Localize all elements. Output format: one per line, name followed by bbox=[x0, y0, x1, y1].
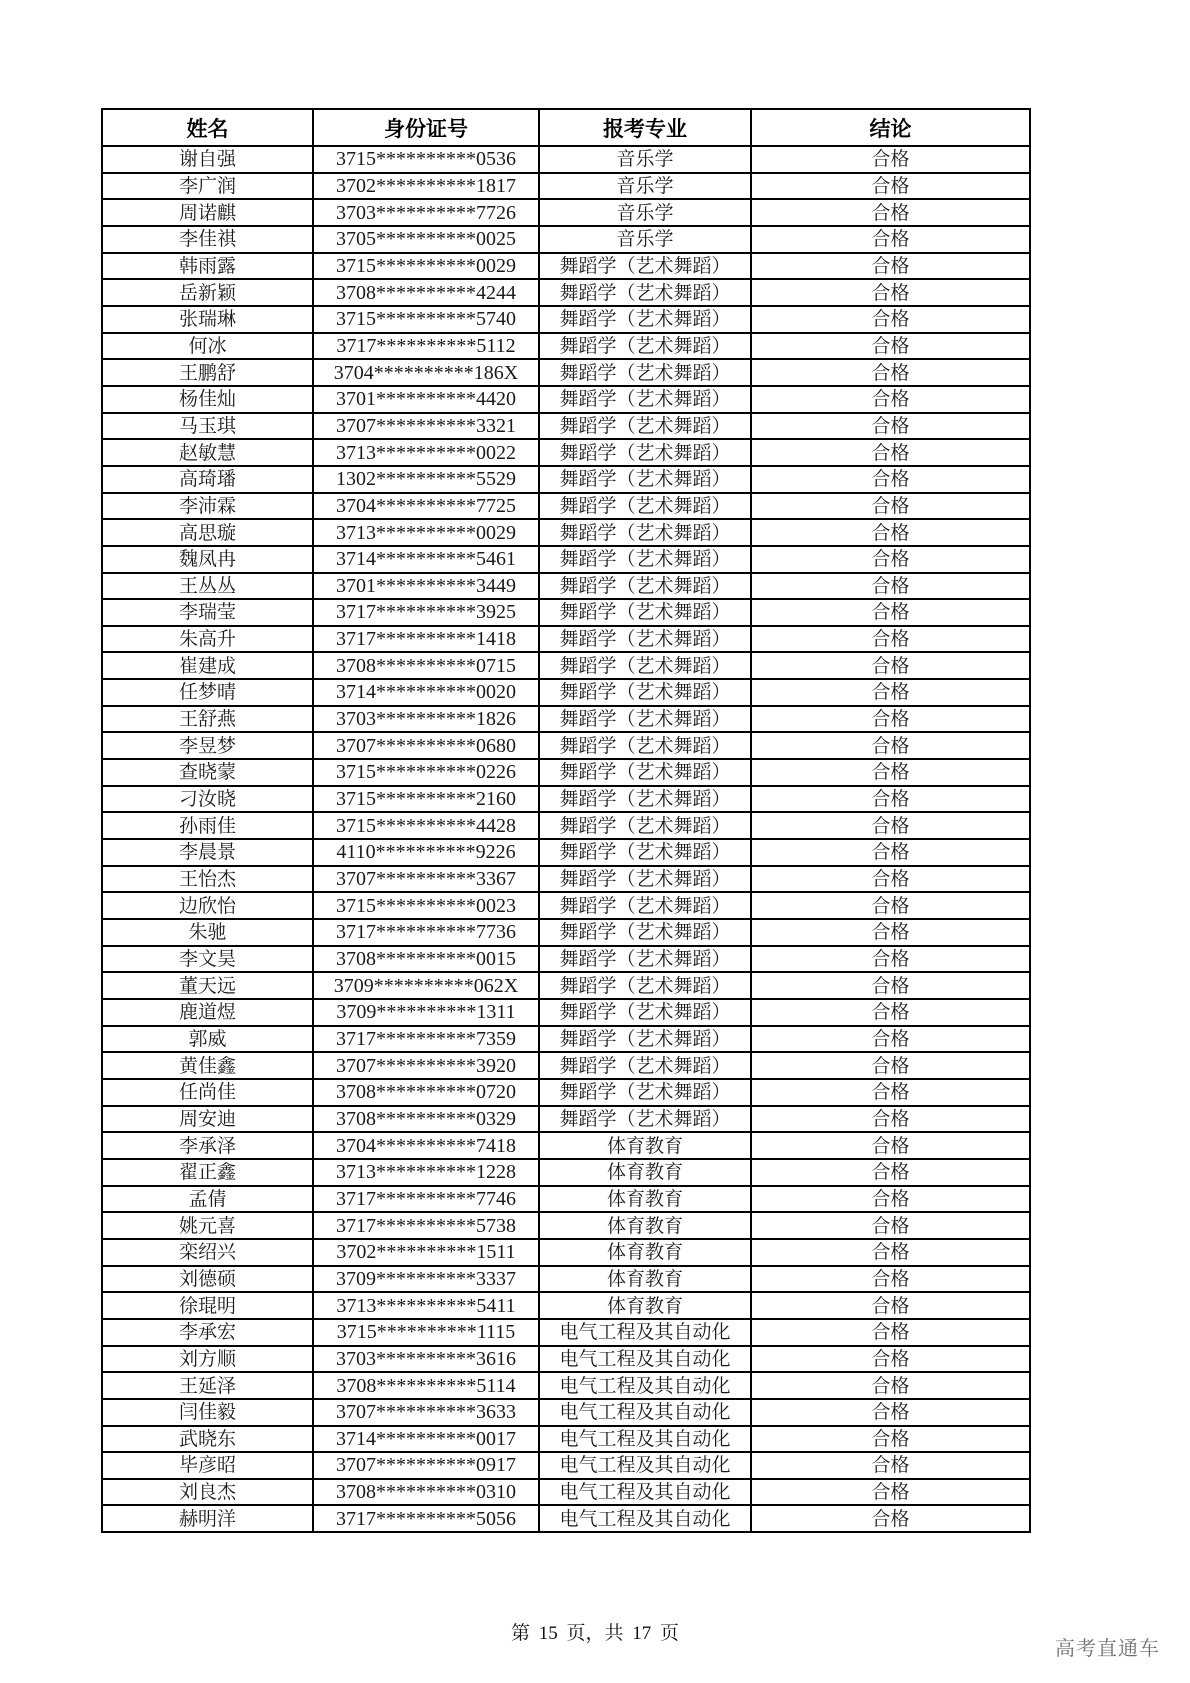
table-row bbox=[102, 1505, 1030, 1532]
cell-conclusion: 合格 bbox=[751, 1079, 1030, 1106]
cell-id-number: 3704**********7418 bbox=[313, 1132, 539, 1159]
cell-major: 舞蹈学（艺术舞蹈） bbox=[539, 946, 751, 973]
table-row bbox=[102, 253, 1030, 280]
cell-name: 李广润 bbox=[102, 173, 313, 200]
table-row bbox=[102, 279, 1030, 306]
cell-conclusion: 合格 bbox=[751, 1186, 1030, 1213]
cell-conclusion: 合格 bbox=[751, 999, 1030, 1026]
cell-major: 舞蹈学（艺术舞蹈） bbox=[539, 892, 751, 919]
cell-major: 音乐学 bbox=[539, 146, 751, 173]
cell-name: 高思璇 bbox=[102, 519, 313, 546]
cell-conclusion: 合格 bbox=[751, 573, 1030, 600]
cell-id-number: 3714**********0017 bbox=[313, 1426, 539, 1453]
cell-name: 李沛霖 bbox=[102, 493, 313, 520]
cell-name: 孙雨佳 bbox=[102, 812, 313, 839]
table-row bbox=[102, 1452, 1030, 1479]
cell-name: 刘方顺 bbox=[102, 1346, 313, 1373]
cell-name: 孟倩 bbox=[102, 1186, 313, 1213]
cell-name: 王舒燕 bbox=[102, 706, 313, 733]
cell-id-number: 3714**********0020 bbox=[313, 679, 539, 706]
cell-major: 音乐学 bbox=[539, 173, 751, 200]
table-row bbox=[102, 1052, 1030, 1079]
cell-id-number: 1302**********5529 bbox=[313, 466, 539, 493]
cell-name: 徐琨明 bbox=[102, 1292, 313, 1319]
cell-conclusion: 合格 bbox=[751, 386, 1030, 413]
cell-id-number: 3717**********1418 bbox=[313, 626, 539, 653]
cell-major: 舞蹈学（艺术舞蹈） bbox=[539, 1052, 751, 1079]
table-row bbox=[102, 812, 1030, 839]
watermark-text: 高考直通车 bbox=[1055, 1636, 1160, 1660]
cell-name: 朱驰 bbox=[102, 919, 313, 946]
cell-conclusion: 合格 bbox=[751, 466, 1030, 493]
cell-major: 电气工程及其自动化 bbox=[539, 1319, 751, 1346]
table-row bbox=[102, 732, 1030, 759]
cell-id-number: 3717**********7359 bbox=[313, 1026, 539, 1053]
cell-conclusion: 合格 bbox=[751, 1479, 1030, 1506]
table-row bbox=[102, 386, 1030, 413]
header-conclusion: 结论 bbox=[751, 109, 1030, 146]
table-row bbox=[102, 1346, 1030, 1373]
cell-major: 舞蹈学（艺术舞蹈） bbox=[539, 706, 751, 733]
cell-name: 刘德硕 bbox=[102, 1266, 313, 1293]
cell-name: 李瑞莹 bbox=[102, 599, 313, 626]
cell-major: 舞蹈学（艺术舞蹈） bbox=[539, 786, 751, 813]
cell-id-number: 3709**********1311 bbox=[313, 999, 539, 1026]
cell-conclusion: 合格 bbox=[751, 1426, 1030, 1453]
cell-id-number: 3701**********4420 bbox=[313, 386, 539, 413]
cell-id-number: 3713**********0029 bbox=[313, 519, 539, 546]
table-row bbox=[102, 1106, 1030, 1133]
cell-conclusion: 合格 bbox=[751, 226, 1030, 253]
cell-name: 董天远 bbox=[102, 972, 313, 999]
cell-conclusion: 合格 bbox=[751, 706, 1030, 733]
table-row bbox=[102, 892, 1030, 919]
table-row bbox=[102, 1132, 1030, 1159]
cell-major: 舞蹈学（艺术舞蹈） bbox=[539, 839, 751, 866]
cell-major: 体育教育 bbox=[539, 1292, 751, 1319]
cell-major: 电气工程及其自动化 bbox=[539, 1426, 751, 1453]
cell-id-number: 3703**********1826 bbox=[313, 706, 539, 733]
cell-id-number: 3709**********062X bbox=[313, 972, 539, 999]
table-row bbox=[102, 972, 1030, 999]
cell-major: 舞蹈学（艺术舞蹈） bbox=[539, 279, 751, 306]
cell-major: 舞蹈学（艺术舞蹈） bbox=[539, 413, 751, 440]
table-row bbox=[102, 1079, 1030, 1106]
cell-major: 舞蹈学（艺术舞蹈） bbox=[539, 359, 751, 386]
cell-id-number: 3715**********5740 bbox=[313, 306, 539, 333]
cell-major: 体育教育 bbox=[539, 1132, 751, 1159]
cell-conclusion: 合格 bbox=[751, 626, 1030, 653]
cell-major: 电气工程及其自动化 bbox=[539, 1399, 751, 1426]
cell-id-number: 3715**********1115 bbox=[313, 1319, 539, 1346]
cell-name: 李承泽 bbox=[102, 1132, 313, 1159]
cell-id-number: 3715**********2160 bbox=[313, 786, 539, 813]
cell-id-number: 3715**********0536 bbox=[313, 146, 539, 173]
table-row bbox=[102, 652, 1030, 679]
cell-name: 谢自强 bbox=[102, 146, 313, 173]
cell-name: 闫佳毅 bbox=[102, 1399, 313, 1426]
cell-major: 舞蹈学（艺术舞蹈） bbox=[539, 866, 751, 893]
cell-conclusion: 合格 bbox=[751, 1239, 1030, 1266]
cell-conclusion: 合格 bbox=[751, 279, 1030, 306]
cell-conclusion: 合格 bbox=[751, 1052, 1030, 1079]
table-row bbox=[102, 706, 1030, 733]
cell-id-number: 3709**********3337 bbox=[313, 1266, 539, 1293]
cell-name: 朱高升 bbox=[102, 626, 313, 653]
cell-conclusion: 合格 bbox=[751, 652, 1030, 679]
cell-major: 体育教育 bbox=[539, 1186, 751, 1213]
page-indicator: 第 15 页，共 17 页 bbox=[510, 1623, 679, 1644]
cell-conclusion: 合格 bbox=[751, 1292, 1030, 1319]
cell-conclusion: 合格 bbox=[751, 253, 1030, 280]
header-row bbox=[102, 109, 1030, 146]
cell-major: 舞蹈学（艺术舞蹈） bbox=[539, 333, 751, 360]
cell-conclusion: 合格 bbox=[751, 439, 1030, 466]
cell-id-number: 4110**********9226 bbox=[313, 839, 539, 866]
cell-major: 电气工程及其自动化 bbox=[539, 1346, 751, 1373]
cell-major: 舞蹈学（艺术舞蹈） bbox=[539, 253, 751, 280]
cell-conclusion: 合格 bbox=[751, 679, 1030, 706]
cell-id-number: 3715**********0226 bbox=[313, 759, 539, 786]
cell-major: 电气工程及其自动化 bbox=[539, 1479, 751, 1506]
table-row bbox=[102, 466, 1030, 493]
cell-id-number: 3705**********0025 bbox=[313, 226, 539, 253]
cell-conclusion: 合格 bbox=[751, 1132, 1030, 1159]
cell-major: 体育教育 bbox=[539, 1159, 751, 1186]
cell-name: 韩雨露 bbox=[102, 253, 313, 280]
cell-id-number: 3713**********5411 bbox=[313, 1292, 539, 1319]
cell-id-number: 3708**********0329 bbox=[313, 1106, 539, 1133]
table-row bbox=[102, 786, 1030, 813]
cell-name: 李承宏 bbox=[102, 1319, 313, 1346]
cell-id-number: 3717**********5738 bbox=[313, 1212, 539, 1239]
cell-major: 电气工程及其自动化 bbox=[539, 1505, 751, 1532]
cell-name: 武晓东 bbox=[102, 1426, 313, 1453]
cell-name: 黄佳鑫 bbox=[102, 1052, 313, 1079]
cell-conclusion: 合格 bbox=[751, 546, 1030, 573]
cell-conclusion: 合格 bbox=[751, 1452, 1030, 1479]
table-row bbox=[102, 679, 1030, 706]
cell-conclusion: 合格 bbox=[751, 839, 1030, 866]
cell-conclusion: 合格 bbox=[751, 732, 1030, 759]
table-row bbox=[102, 839, 1030, 866]
cell-major: 舞蹈学（艺术舞蹈） bbox=[539, 732, 751, 759]
cell-major: 舞蹈学（艺术舞蹈） bbox=[539, 972, 751, 999]
cell-name: 王怡杰 bbox=[102, 866, 313, 893]
cell-conclusion: 合格 bbox=[751, 146, 1030, 173]
table-row bbox=[102, 546, 1030, 573]
table-row bbox=[102, 1266, 1030, 1293]
cell-name: 魏凤冉 bbox=[102, 546, 313, 573]
cell-conclusion: 合格 bbox=[751, 1319, 1030, 1346]
cell-id-number: 3702**********1511 bbox=[313, 1239, 539, 1266]
cell-name: 王延泽 bbox=[102, 1372, 313, 1399]
cell-name: 刁汝晓 bbox=[102, 786, 313, 813]
cell-major: 舞蹈学（艺术舞蹈） bbox=[539, 599, 751, 626]
cell-name: 张瑞琳 bbox=[102, 306, 313, 333]
cell-conclusion: 合格 bbox=[751, 946, 1030, 973]
cell-major: 舞蹈学（艺术舞蹈） bbox=[539, 493, 751, 520]
cell-name: 岳新颖 bbox=[102, 279, 313, 306]
cell-conclusion: 合格 bbox=[751, 919, 1030, 946]
cell-id-number: 3708**********0715 bbox=[313, 652, 539, 679]
table-row bbox=[102, 1372, 1030, 1399]
cell-id-number: 3715**********0029 bbox=[313, 253, 539, 280]
cell-id-number: 3704**********186X bbox=[313, 359, 539, 386]
cell-id-number: 3714**********5461 bbox=[313, 546, 539, 573]
table-row bbox=[102, 1159, 1030, 1186]
cell-id-number: 3715**********0023 bbox=[313, 892, 539, 919]
cell-major: 舞蹈学（艺术舞蹈） bbox=[539, 386, 751, 413]
cell-major: 体育教育 bbox=[539, 1212, 751, 1239]
cell-name: 赵敏慧 bbox=[102, 439, 313, 466]
cell-id-number: 3717**********7736 bbox=[313, 919, 539, 946]
cell-id-number: 3707**********0917 bbox=[313, 1452, 539, 1479]
cell-id-number: 3708**********0310 bbox=[313, 1479, 539, 1506]
table-row bbox=[102, 1026, 1030, 1053]
header-major: 报考专业 bbox=[539, 109, 751, 146]
cell-conclusion: 合格 bbox=[751, 493, 1030, 520]
cell-conclusion: 合格 bbox=[751, 1372, 1030, 1399]
cell-name: 刘良杰 bbox=[102, 1479, 313, 1506]
header-id-number: 身份证号 bbox=[313, 109, 539, 146]
cell-id-number: 3708**********4244 bbox=[313, 279, 539, 306]
cell-id-number: 3708**********0015 bbox=[313, 946, 539, 973]
cell-name: 王鹏舒 bbox=[102, 359, 313, 386]
cell-name: 杨佳灿 bbox=[102, 386, 313, 413]
cell-major: 舞蹈学（艺术舞蹈） bbox=[539, 1106, 751, 1133]
cell-id-number: 3707**********3920 bbox=[313, 1052, 539, 1079]
cell-id-number: 3702**********1817 bbox=[313, 173, 539, 200]
cell-major: 舞蹈学（艺术舞蹈） bbox=[539, 466, 751, 493]
table-header bbox=[102, 109, 1030, 146]
cell-name: 赫明洋 bbox=[102, 1505, 313, 1532]
cell-conclusion: 合格 bbox=[751, 892, 1030, 919]
table-row bbox=[102, 439, 1030, 466]
table-row bbox=[102, 573, 1030, 600]
cell-conclusion: 合格 bbox=[751, 1346, 1030, 1373]
cell-name: 郭威 bbox=[102, 1026, 313, 1053]
cell-id-number: 3703**********3616 bbox=[313, 1346, 539, 1373]
table-row bbox=[102, 333, 1030, 360]
cell-conclusion: 合格 bbox=[751, 1026, 1030, 1053]
cell-name: 姚元喜 bbox=[102, 1212, 313, 1239]
table-row bbox=[102, 306, 1030, 333]
cell-id-number: 3717**********3925 bbox=[313, 599, 539, 626]
cell-conclusion: 合格 bbox=[751, 413, 1030, 440]
cell-name: 边欣怡 bbox=[102, 892, 313, 919]
cell-name: 李昱梦 bbox=[102, 732, 313, 759]
table-row bbox=[102, 1319, 1030, 1346]
cell-name: 崔建成 bbox=[102, 652, 313, 679]
cell-conclusion: 合格 bbox=[751, 599, 1030, 626]
cell-id-number: 3717**********7746 bbox=[313, 1186, 539, 1213]
cell-major: 舞蹈学（艺术舞蹈） bbox=[539, 439, 751, 466]
cell-major: 舞蹈学（艺术舞蹈） bbox=[539, 1026, 751, 1053]
cell-major: 体育教育 bbox=[539, 1266, 751, 1293]
table-row bbox=[102, 226, 1030, 253]
cell-conclusion: 合格 bbox=[751, 1266, 1030, 1293]
table-row bbox=[102, 1399, 1030, 1426]
table-row bbox=[102, 866, 1030, 893]
cell-id-number: 3707**********3367 bbox=[313, 866, 539, 893]
cell-id-number: 3701**********3449 bbox=[313, 573, 539, 600]
cell-name: 毕彦昭 bbox=[102, 1452, 313, 1479]
cell-major: 电气工程及其自动化 bbox=[539, 1372, 751, 1399]
header-name: 姓名 bbox=[102, 109, 313, 146]
table-row bbox=[102, 1186, 1030, 1213]
cell-name: 翟正鑫 bbox=[102, 1159, 313, 1186]
cell-id-number: 3704**********7725 bbox=[313, 493, 539, 520]
cell-id-number: 3713**********1228 bbox=[313, 1159, 539, 1186]
cell-id-number: 3715**********4428 bbox=[313, 812, 539, 839]
cell-major: 音乐学 bbox=[539, 199, 751, 226]
cell-name: 鹿道煜 bbox=[102, 999, 313, 1026]
cell-id-number: 3707**********0680 bbox=[313, 732, 539, 759]
cell-conclusion: 合格 bbox=[751, 1505, 1030, 1532]
cell-name: 栾绍兴 bbox=[102, 1239, 313, 1266]
cell-name: 王丛丛 bbox=[102, 573, 313, 600]
cell-id-number: 3703**********7726 bbox=[313, 199, 539, 226]
cell-conclusion: 合格 bbox=[751, 1399, 1030, 1426]
cell-id-number: 3713**********0022 bbox=[313, 439, 539, 466]
cell-id-number: 3708**********0720 bbox=[313, 1079, 539, 1106]
cell-major: 舞蹈学（艺术舞蹈） bbox=[539, 999, 751, 1026]
cell-name: 周诺麒 bbox=[102, 199, 313, 226]
cell-id-number: 3707**********3321 bbox=[313, 413, 539, 440]
table-row bbox=[102, 759, 1030, 786]
table-row bbox=[102, 1239, 1030, 1266]
cell-conclusion: 合格 bbox=[751, 786, 1030, 813]
cell-conclusion: 合格 bbox=[751, 1106, 1030, 1133]
table-row bbox=[102, 199, 1030, 226]
cell-major: 舞蹈学（艺术舞蹈） bbox=[539, 812, 751, 839]
cell-major: 舞蹈学（艺术舞蹈） bbox=[539, 1079, 751, 1106]
cell-major: 舞蹈学（艺术舞蹈） bbox=[539, 679, 751, 706]
table-row bbox=[102, 946, 1030, 973]
cell-name: 李文昊 bbox=[102, 946, 313, 973]
table-row bbox=[102, 359, 1030, 386]
candidate-results-table bbox=[101, 108, 1031, 1533]
cell-name: 李佳祺 bbox=[102, 226, 313, 253]
table-row bbox=[102, 1292, 1030, 1319]
cell-major: 舞蹈学（艺术舞蹈） bbox=[539, 626, 751, 653]
cell-name: 马玉琪 bbox=[102, 413, 313, 440]
cell-conclusion: 合格 bbox=[751, 972, 1030, 999]
cell-name: 任尚佳 bbox=[102, 1079, 313, 1106]
table-row bbox=[102, 599, 1030, 626]
cell-major: 舞蹈学（艺术舞蹈） bbox=[539, 306, 751, 333]
cell-conclusion: 合格 bbox=[751, 759, 1030, 786]
cell-conclusion: 合格 bbox=[751, 173, 1030, 200]
table-row bbox=[102, 413, 1030, 440]
cell-name: 李晨景 bbox=[102, 839, 313, 866]
cell-name: 任梦晴 bbox=[102, 679, 313, 706]
table-body bbox=[102, 146, 1030, 1532]
cell-name: 高琦璠 bbox=[102, 466, 313, 493]
cell-name: 周安迪 bbox=[102, 1106, 313, 1133]
cell-conclusion: 合格 bbox=[751, 1159, 1030, 1186]
cell-major: 舞蹈学（艺术舞蹈） bbox=[539, 919, 751, 946]
cell-conclusion: 合格 bbox=[751, 519, 1030, 546]
cell-conclusion: 合格 bbox=[751, 1212, 1030, 1239]
cell-conclusion: 合格 bbox=[751, 333, 1030, 360]
table-row bbox=[102, 1212, 1030, 1239]
cell-conclusion: 合格 bbox=[751, 359, 1030, 386]
cell-id-number: 3708**********5114 bbox=[313, 1372, 539, 1399]
cell-major: 舞蹈学（艺术舞蹈） bbox=[539, 573, 751, 600]
cell-conclusion: 合格 bbox=[751, 812, 1030, 839]
table-row bbox=[102, 146, 1030, 173]
cell-major: 舞蹈学（艺术舞蹈） bbox=[539, 652, 751, 679]
cell-conclusion: 合格 bbox=[751, 866, 1030, 893]
table-row bbox=[102, 1426, 1030, 1453]
cell-name: 何冰 bbox=[102, 333, 313, 360]
cell-id-number: 3717**********5056 bbox=[313, 1505, 539, 1532]
table-row bbox=[102, 519, 1030, 546]
cell-name: 查晓蒙 bbox=[102, 759, 313, 786]
cell-major: 舞蹈学（艺术舞蹈） bbox=[539, 519, 751, 546]
cell-id-number: 3707**********3633 bbox=[313, 1399, 539, 1426]
cell-major: 体育教育 bbox=[539, 1239, 751, 1266]
table-row bbox=[102, 626, 1030, 653]
table-row bbox=[102, 999, 1030, 1026]
cell-conclusion: 合格 bbox=[751, 306, 1030, 333]
cell-major: 音乐学 bbox=[539, 226, 751, 253]
cell-major: 舞蹈学（艺术舞蹈） bbox=[539, 759, 751, 786]
cell-id-number: 3717**********5112 bbox=[313, 333, 539, 360]
table-row bbox=[102, 173, 1030, 200]
cell-conclusion: 合格 bbox=[751, 199, 1030, 226]
table-row bbox=[102, 919, 1030, 946]
table-row bbox=[102, 493, 1030, 520]
cell-major: 电气工程及其自动化 bbox=[539, 1452, 751, 1479]
cell-major: 舞蹈学（艺术舞蹈） bbox=[539, 546, 751, 573]
table-row bbox=[102, 1479, 1030, 1506]
